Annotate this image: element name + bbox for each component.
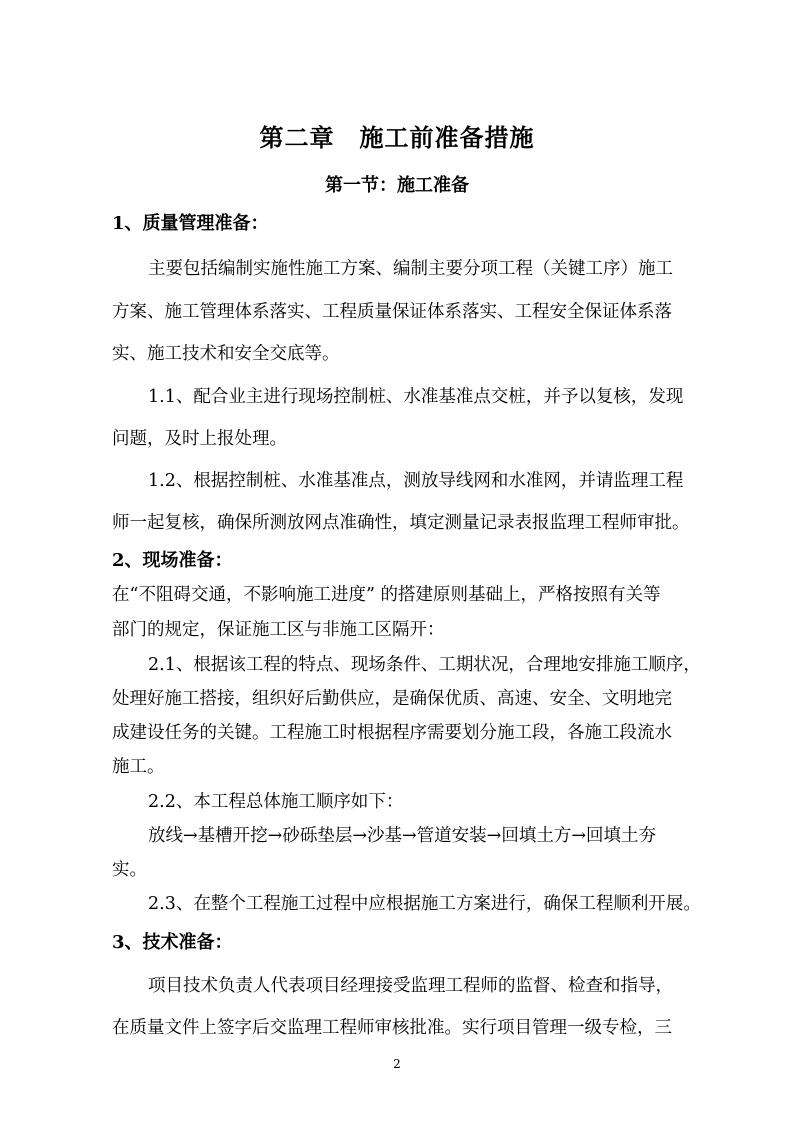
paragraph-line: 实、施工技术和安全交底等。 xyxy=(112,344,340,364)
paragraph-line: 成建设任务的关键。工程施工时根据程序需要划分施工段，各施工段流水 xyxy=(112,723,672,743)
paragraph-line: 项目技术负责人代表项目经理接受监理工程师的监督、检查和指导， xyxy=(148,976,673,996)
paragraph-line: 师一起复核，确保所测放网点准确性，填定测量记录表报监理工程师审批。 xyxy=(112,513,690,533)
page-number: 2 xyxy=(393,1057,401,1071)
heading-site-preparation: 2、现场准备： xyxy=(112,550,233,571)
paragraph-line: 放线→基槽开挖→砂砾垫层→沙基→管道安装→回填土方→回填土夯 xyxy=(148,826,656,846)
paragraph-line: 2.2、本工程总体施工顺序如下： xyxy=(148,792,404,812)
paragraph-line: 部门的规定，保证施工区与非施工区隔开： xyxy=(112,620,445,640)
paragraph-line: 在质量文件上签字后交监理工程师审核批准。实行项目管理一级专检，三 xyxy=(112,1018,672,1038)
paragraph-line: 1.2、根据控制桩、水准基准点，测放导线网和水准网，并请监理工程 xyxy=(148,471,684,491)
chapter-title: 第二章 施工前准备措施 xyxy=(259,123,535,152)
paragraph-line: 主要包括编制实施性施工方案、编制主要分项工程（关键工序）施工 xyxy=(148,259,673,279)
paragraph-line: 1.1、配合业主进行现场控制桩、水准基准点交桩，并予以复核，发现 xyxy=(148,387,684,407)
paragraph-line: 2.1、根据该工程的特点、现场条件、工期状况，合理地安排施工顺序， xyxy=(148,655,701,675)
paragraph-line: 2.3、在整个工程施工过程中应根据施工方案进行，确保工程顺利开展。 xyxy=(148,894,701,914)
section-title: 第一节：施工准备 xyxy=(325,175,469,196)
paragraph-line: 施工。 xyxy=(112,757,165,777)
paragraph-line: 在“不阻碍交通，不影响施工进度” 的搭建原则基础上，严格按照有关等 xyxy=(112,585,661,605)
heading-technical-preparation: 3、技术准备： xyxy=(112,932,233,953)
paragraph-line: 实。 xyxy=(112,860,147,880)
heading-quality-management: 1、质量管理准备： xyxy=(112,213,269,234)
paragraph-line: 处理好施工搭接，组织好后勤供应，是确保优质、高速、安全、文明地完 xyxy=(112,689,672,709)
paragraph-line: 方案、施工管理体系落实、工程质量保证体系落实、工程安全保证体系落 xyxy=(112,302,672,322)
paragraph-line: 问题，及时上报处理。 xyxy=(112,429,287,449)
